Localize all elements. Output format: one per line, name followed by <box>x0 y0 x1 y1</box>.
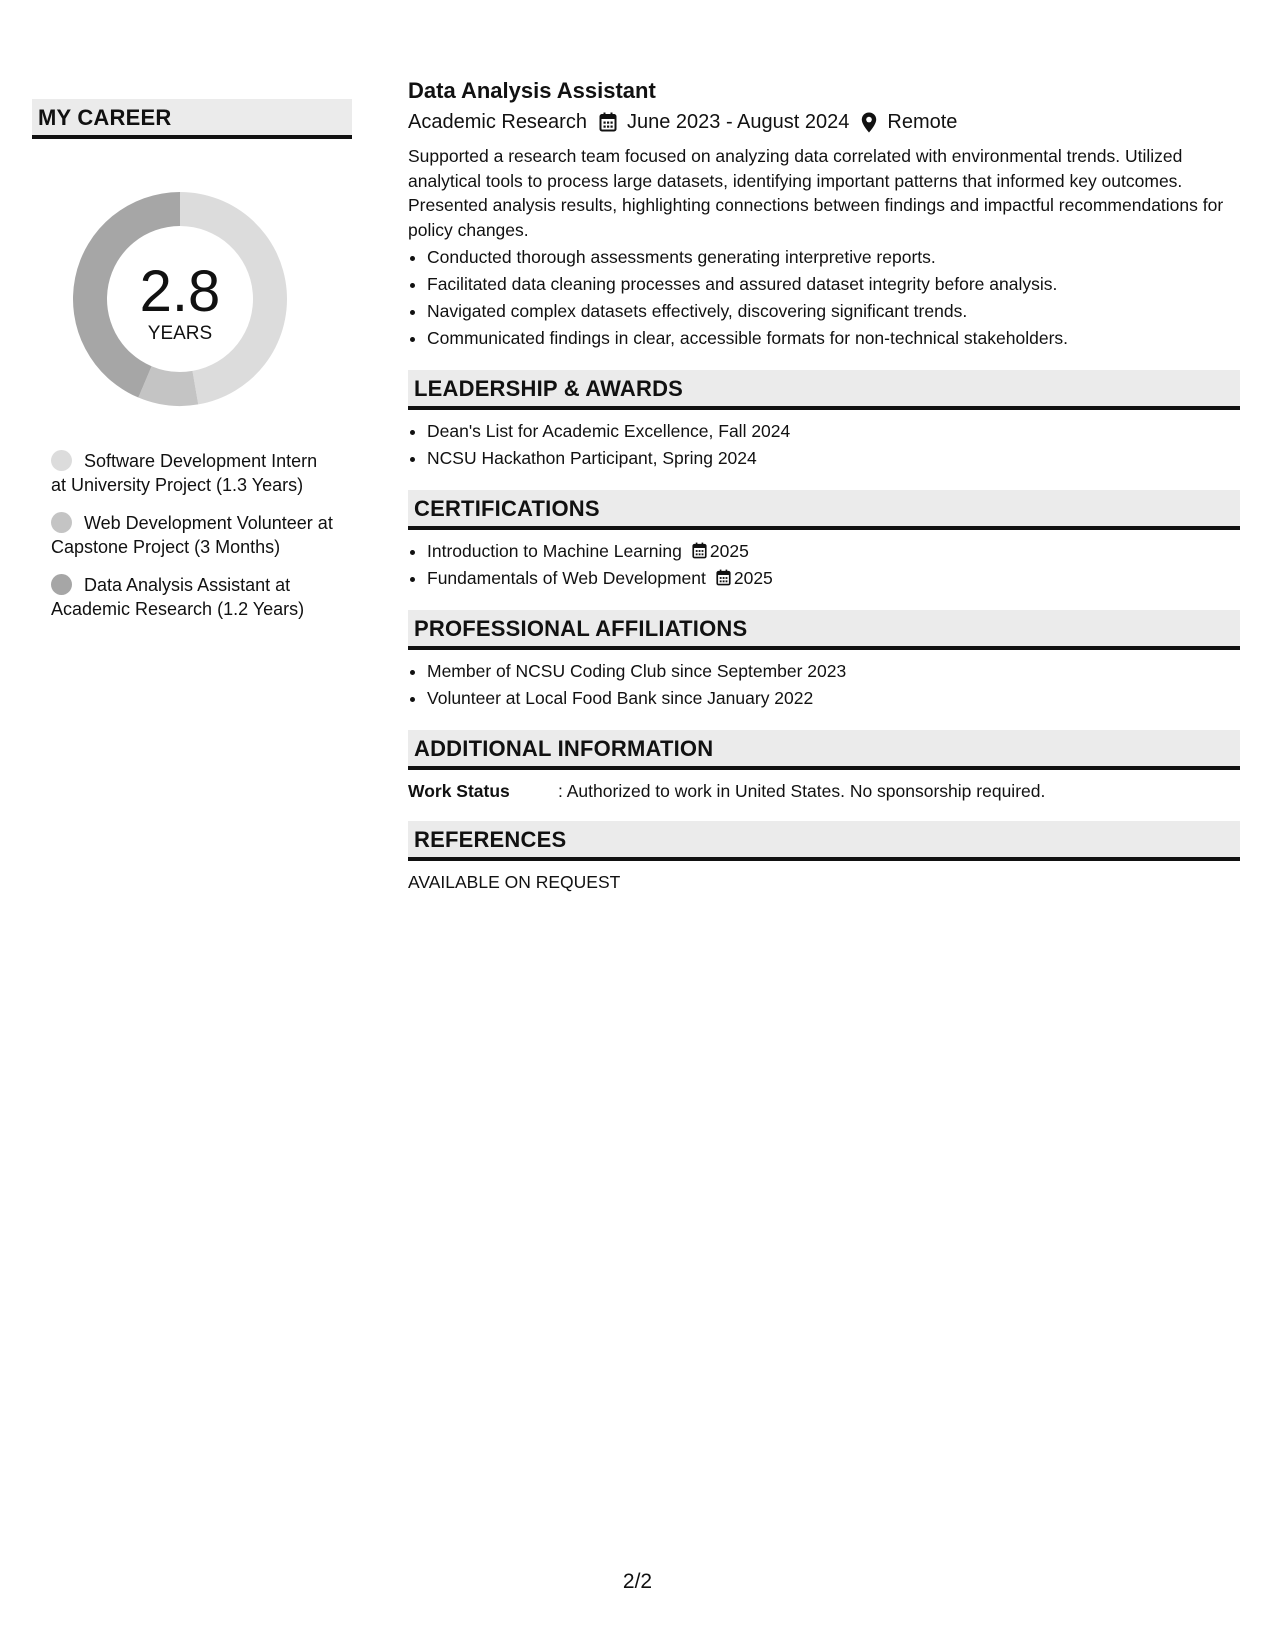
certifications-list <box>408 538 1240 592</box>
job-location: Remote <box>887 111 958 133</box>
certifications-section <box>408 490 1240 592</box>
section-heading: REFERENCES <box>408 821 1240 861</box>
job-title: Data Analysis Assistant <box>408 78 656 103</box>
list-item: • Conducted thorough assessments generating interpretive reports. <box>427 244 1240 271</box>
legend-item <box>51 511 336 559</box>
list-item: • Member of NCSU Coding Club since September 2023 <box>427 658 1240 685</box>
career-sidebar <box>32 99 352 635</box>
work-status-value: : Authorized to work in United States. No sponsorship required. <box>558 781 1046 801</box>
references-section <box>408 821 1240 894</box>
legend-item <box>51 449 336 497</box>
legend-item <box>51 573 336 621</box>
job-dates: June 2023 - August 2024 <box>626 111 850 133</box>
certification-year: 2025 <box>733 568 773 588</box>
list-item: • Navigated complex datasets effectively, discovering significant trends. <box>427 298 1240 325</box>
additional-info-section <box>408 730 1240 803</box>
career-legend <box>51 449 336 621</box>
section-heading: ADDITIONAL INFORMATION <box>408 730 1240 770</box>
list-item <box>427 538 1240 565</box>
job-company: Academic Research <box>408 111 587 133</box>
career-heading: MY CAREER <box>32 99 352 139</box>
list-item: • NCSU Hackathon Participant, Spring 2024 <box>427 445 1240 472</box>
calendar-icon <box>692 542 707 559</box>
section-heading: PROFESSIONAL AFFILIATIONS <box>408 610 1240 650</box>
certification-name: Fundamentals of Web Development <box>427 568 706 588</box>
legend-swatch <box>51 512 72 533</box>
job-description: Supported a research team focused on analyzing data correlated with environmental trends. Utilized analytical tools to process large datasets, identifying important patterns that informed key outcomes. Presented analysis results, highlighting connections between findings and impactful recommendations for policy changes. <box>408 146 1224 240</box>
list-item: • Communicated findings in clear, accessible formats for non-technical stakeholders. <box>427 325 1240 352</box>
job-meta <box>408 108 1240 136</box>
affiliations-section <box>408 610 1240 712</box>
affiliations-list <box>408 658 1240 712</box>
legend-swatch <box>51 450 72 471</box>
calendar-icon <box>716 569 731 586</box>
page-number: 2/2 <box>622 1570 653 1593</box>
work-status-label: Work Status <box>408 781 510 801</box>
job-bullets <box>408 244 1240 352</box>
section-heading: LEADERSHIP & AWARDS <box>408 370 1240 410</box>
main-column <box>408 76 1240 894</box>
career-donut-chart <box>66 185 294 413</box>
total-years-value: 2.8 <box>139 259 221 324</box>
list-item: • Dean's List for Academic Excellence, Fall 2024 <box>427 418 1240 445</box>
leadership-list <box>408 418 1240 472</box>
list-item: • Volunteer at Local Food Bank since January 2022 <box>427 685 1240 712</box>
location-pin-icon <box>861 112 877 133</box>
legend-label: Software Development Intern at University Project (1.3 Years) <box>51 451 318 495</box>
work-status-row <box>408 779 1240 803</box>
legend-swatch <box>51 574 72 595</box>
legend-label: Data Analysis Assistant at Academic Research (1.2 Years) <box>51 575 305 619</box>
certification-year: 2025 <box>709 541 749 561</box>
calendar-icon <box>599 112 617 132</box>
section-heading: CERTIFICATIONS <box>408 490 1240 530</box>
list-item <box>427 565 1240 592</box>
legend-label: Web Development Volunteer at Capstone Project (3 Months) <box>51 513 333 557</box>
donut-center <box>66 185 294 413</box>
list-item: • Facilitated data cleaning processes and assured dataset integrity before analysis. <box>427 271 1240 298</box>
total-years-unit: YEARS <box>147 323 213 344</box>
leadership-section <box>408 370 1240 472</box>
certification-name: Introduction to Machine Learning <box>427 541 682 561</box>
references-text: AVAILABLE ON REQUEST <box>408 872 621 892</box>
